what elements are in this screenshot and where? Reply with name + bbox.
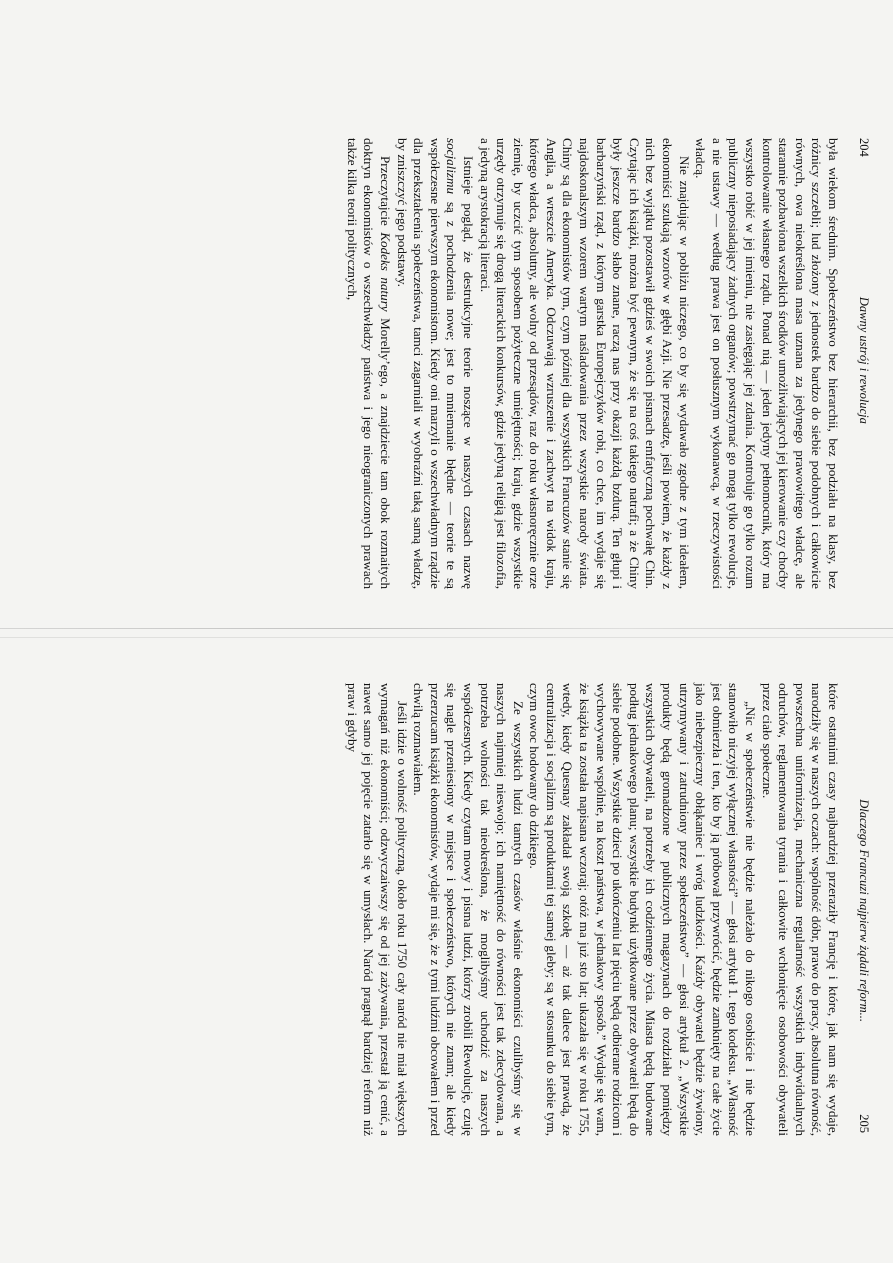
left-paragraph-1: była wiekom średnim. Społeczeństwo bez hierarchii, bez podziału na klasy, bez różnicy szczebli; lud złożony z jednostek bardzo do siebie podobnych i całkowicie równych, owa nieokreślona masa uznana za jedynego prawowitego władcę, ale starannie pozbawiona wszelkich środków umożliwiających jej kierowanie czy choćby kontrolowanie własnego rządu. Ponad nią — jeden jedyny pełnomocnik, który ma wszystko robić w jej imieniu, nie zasięgając jej zdania. Kontroluje go tylko rozum publiczny nieposiadający żadnych organów; powstrzymać go mogą tylko rewolucje, a nie ustawy — według prawa jest on posłusznym wykonawcą, w rzeczywistości władcą. (693, 138, 841, 589)
right-paragraph-3: Ze wszystkich ludzi tamtych czasów właśnie ekonomiści czulibyśmy się w naszych najmniej nieswojo; ich namiętność do równości jest tak zdecydowana, a potrzeba wolności tak nieokreślona, że moglibyśmy uchodzić za naszych współczesnych. Kiedy czytam mowy i pisma ludzi, którzy zrobili Rewolucję, czuję się nagle przeniesiony w miejsce i społeczeństwo, których nie znam; ale kiedy przerzucam książki ekonomistów, wydaje mi się, że z tymi ludźmi obcowałem i przed chwilą rozmawiałem. (411, 683, 526, 1136)
page-gutter (0, 628, 893, 629)
right-page-header (851, 683, 871, 1133)
left-paragraph-2: Nie znajdując w pobliżu niczego, co by się wydawało zgodne z tym ideałem, ekonomiści szukają wzorów w głębi Azji. Nie przesadzę, jeśli powiem, że każdy z nich bez wyjątku pozostawił gdzieś w swoich pismach emfatyczną pochwałę Chin. Czytając ich książki, można być pewnym, że się na coś takiego natrafi; a że Chiny były jeszcze bardzo słabo znane, raczą nas przy okazji każdą bzdurą. Ten głupi i barbarzyński rząd, z którym garstka Europejczyków robi, co chce, im wydaje się najdoskonalszym wzorem wartym naśladowania przez wszystkie narody świata. Chiny są dla ekonomistów tym, czym później dla wszystkich Francuzów stanie się Anglia, a wreszcie Ameryka. Odczuwają wzruszenie i zachwyt na widok kraju, którego władca, absolutny, ale wolny od przesądów, raz do roku własnoręcznie orze ziemię, by uczcić tym sposobem pożyteczne umiejętności; kraju, gdzie wszystkie urzędy otrzymuje się drogą literackich konkursów, gdzie jedyną religią jest filozofia, a jedyną arystokracją literaci. (477, 138, 692, 589)
right-page (0, 643, 893, 1263)
right-paragraph-2: „Nic w społeczeństwie nie będzie należało do nikogo osobiście i nie będzie stanowiło niczyjej wyłącznej własności” — głosi artykuł 1. tego kodeksu. „Własność jest obmierzła i ten, kto by ją próbował przywrócić, będzie zamknięty na całe życie jako niebezpieczny obłąkaniec i wróg ludzkości. Każdy obywatel będzie żywiony, utrzymywany i zatrudniony przez społeczeństwo” — głosi artykuł 2. „Wszystkie produkty będą gromadzone w publicznych magazynach do rozdziału pomiędzy wszystkich obywateli, na potrzeby ich codziennego życia. Miasta będą budowane podług jednakowego planu; wszystkie budynki użytkowane przez obywateli będą do siebie podobne. Wszystkie dzieci po ukończeniu lat pięciu będą odbierane rodzicom i wychowywane wspólnie, na koszt państwa, w jednakowy sposób.” Wydaje się wam, że książka ta została napisana wczoraj; otóż ma już sto lat; ukazała się w roku 1755, wtedy, kiedy Quesnay zakładał swoją szkołę — aż tak dalece jest prawdą, że centralizacja i socjalizm są produktami tej samej gleby; są w stosunku do siebie tym, czym owoc hodowany do dzikiego. (527, 683, 759, 1136)
right-page-body (343, 683, 841, 1136)
right-paragraph-4: Jeśli idzie o wolność polityczną, około roku 1750 cały naród nie miał większych wymagań niż ekonomiści; odzwyczaiwszy się od jej zażywania, przestał ją cenić, a nawet samo jej pojęcie zatarło się w umysłach. Naród pragnął bardziej reform niż praw i gdyby (344, 683, 410, 1136)
left-running-title: Dawny ustrój i rewolucja (857, 296, 871, 424)
page-gutter-shadow (0, 637, 893, 638)
left-page-number: 204 (857, 138, 871, 157)
left-paragraph-4: Przeczytajcie Kodeks natury Morelly’ego, a znajdziecie tam obok rozmaitych doktryn ekonomistów o wszechwładzy państwa i jego nieograniczonych prawach także kilka teorii politycznych, (344, 138, 393, 589)
left-page-body (343, 138, 841, 589)
italic-term: socjalizmu (444, 138, 460, 195)
right-page-number: 205 (857, 1114, 871, 1133)
italic-term: Kodeks natury (377, 232, 393, 312)
left-paragraph-3: Istnieje pogląd, że destrukcyjne teorie noszące w naszych czasach nazwę socjalizmu są z pochodzenia nowe; jest to mniemanie błędne — teorie te są współczesne pierwszym ekonomistom. Kiedy oni marzyli o wszechwładnym rządzie dla przekształcenia społeczeństwa, tamci zagarniali w wyobraźni taką samą władzę, by zniszczyć jego podstawy. (394, 138, 476, 589)
right-running-title: Dlaczego Francuzi najpierw żądali reform... (857, 799, 871, 1023)
left-page-header (851, 138, 871, 588)
right-paragraph-1: które ostatnimi czasy najbardziej przeraziły Francję i które, jak nam się wydaje, narodziły się w naszych oczach: wspólność dóbr, prawo do pracy, absolutna równość, powszechna uniformizacja, mechaniczna regularność wszystkich indywidualnych odruchów, reglamentowana tyrania i całkowite wchłonięcie osobowości obywateli przez ciało społeczne. (759, 683, 841, 1136)
left-page (0, 0, 893, 620)
